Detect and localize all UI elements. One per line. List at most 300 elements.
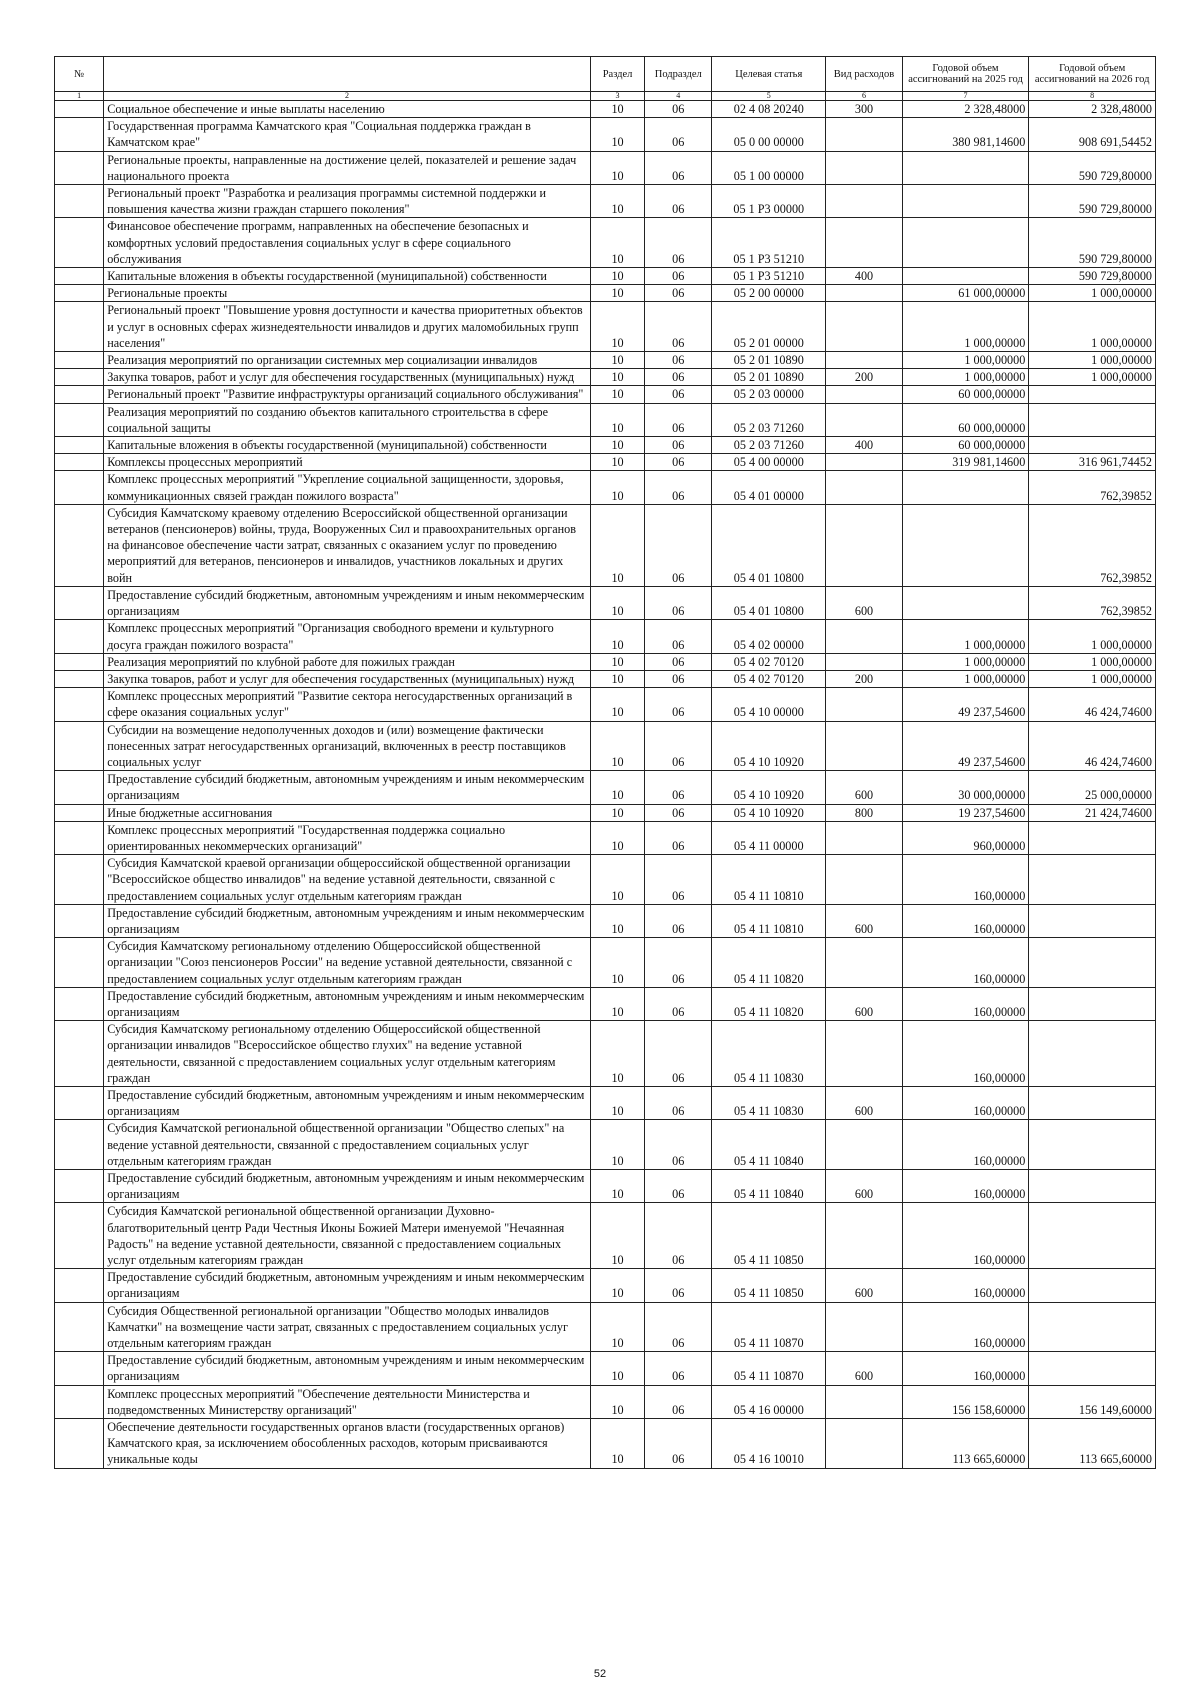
column-number: 4 <box>645 92 712 101</box>
column-number: 5 <box>712 92 826 101</box>
row-number <box>55 1170 104 1203</box>
row-podrazdel: 06 <box>645 118 712 151</box>
row-number <box>55 821 104 854</box>
row-name: Субсидия Общественной региональной организации "Общество молодых инвалидов Камчатки" на возмещение части затрат, связанных с предоставлением социальных услуг отдельным категориям граждан <box>104 1302 591 1352</box>
row-celevaya: 05 4 11 10830 <box>712 1086 826 1119</box>
row-y2026: 25 000,00000 <box>1029 771 1156 804</box>
table-row <box>55 285 1156 302</box>
row-celevaya: 05 4 11 00000 <box>712 821 826 854</box>
table-row <box>55 218 1156 268</box>
table-header <box>55 57 1156 101</box>
row-podrazdel: 06 <box>645 403 712 436</box>
row-razdel: 10 <box>590 454 644 471</box>
row-vid <box>826 1203 902 1269</box>
row-razdel: 10 <box>590 804 644 821</box>
row-podrazdel: 06 <box>645 285 712 302</box>
row-celevaya: 05 4 10 10920 <box>712 771 826 804</box>
row-celevaya: 05 4 16 10010 <box>712 1419 826 1469</box>
row-podrazdel: 06 <box>645 101 712 118</box>
row-y2026: 21 424,74600 <box>1029 804 1156 821</box>
row-y2025 <box>902 471 1029 504</box>
row-y2026: 113 665,60000 <box>1029 1419 1156 1469</box>
row-y2026 <box>1029 1086 1156 1119</box>
row-celevaya: 05 4 02 00000 <box>712 620 826 653</box>
row-razdel: 10 <box>590 1269 644 1302</box>
row-number <box>55 101 104 118</box>
row-number <box>55 218 104 268</box>
table-row <box>55 1120 1156 1170</box>
row-podrazdel: 06 <box>645 987 712 1020</box>
row-number <box>55 670 104 687</box>
row-y2025: 1 000,00000 <box>902 670 1029 687</box>
row-name: Иные бюджетные ассигнования <box>104 804 591 821</box>
table-row <box>55 386 1156 403</box>
row-y2026: 590 729,80000 <box>1029 185 1156 218</box>
row-razdel: 10 <box>590 403 644 436</box>
row-razdel: 10 <box>590 1419 644 1469</box>
row-razdel: 10 <box>590 369 644 386</box>
row-name: Субсидия Камчатскому региональному отделению Общероссийской общественной организации "Союз пенсионеров России" на ведение уставной деятельности, связанной с предоставлением социальных услуг отдельным категориям граждан <box>104 938 591 988</box>
row-y2026: 590 729,80000 <box>1029 218 1156 268</box>
row-podrazdel: 06 <box>645 804 712 821</box>
row-vid <box>826 403 902 436</box>
row-vid <box>826 471 902 504</box>
row-vid <box>826 386 902 403</box>
row-vid <box>826 1021 902 1087</box>
row-y2025: 160,00000 <box>902 1021 1029 1087</box>
row-razdel: 10 <box>590 151 644 184</box>
row-celevaya: 05 4 00 00000 <box>712 454 826 471</box>
row-celevaya: 05 4 11 10840 <box>712 1120 826 1170</box>
row-celevaya: 05 4 11 10840 <box>712 1170 826 1203</box>
row-vid <box>826 454 902 471</box>
row-y2025: 319 981,14600 <box>902 454 1029 471</box>
row-celevaya: 05 4 11 10870 <box>712 1352 826 1385</box>
row-name: Комплекс процессных мероприятий "Организация свободного времени и культурного досуга граждан пожилого возраста" <box>104 620 591 653</box>
row-vid <box>826 1419 902 1469</box>
row-number <box>55 268 104 285</box>
row-celevaya: 05 4 01 00000 <box>712 471 826 504</box>
row-y2025: 960,00000 <box>902 821 1029 854</box>
row-razdel: 10 <box>590 938 644 988</box>
row-name: Региональный проект "Развитие инфраструктуры организаций социального обслуживания" <box>104 386 591 403</box>
row-vid: 600 <box>826 904 902 937</box>
row-celevaya: 05 4 10 00000 <box>712 688 826 721</box>
column-number: 8 <box>1029 92 1156 101</box>
row-y2025: 1 000,00000 <box>902 352 1029 369</box>
row-number <box>55 1021 104 1087</box>
row-name: Государственная программа Камчатского края "Социальная поддержка граждан в Камчатском крае" <box>104 118 591 151</box>
row-razdel: 10 <box>590 1120 644 1170</box>
row-podrazdel: 06 <box>645 855 712 905</box>
row-number <box>55 1203 104 1269</box>
row-razdel: 10 <box>590 218 644 268</box>
row-number <box>55 620 104 653</box>
row-y2025: 160,00000 <box>902 1120 1029 1170</box>
row-y2025: 1 000,00000 <box>902 620 1029 653</box>
row-vid <box>826 185 902 218</box>
row-name: Региональный проект "Повышение уровня доступности и качества приоритетных объектов и услуг в основных сферах жизнедеятельности инвалидов и других маломобильных групп населения" <box>104 302 591 352</box>
row-y2026: 908 691,54452 <box>1029 118 1156 151</box>
row-celevaya: 05 2 01 00000 <box>712 302 826 352</box>
row-name: Реализация мероприятий по клубной работе для пожилых граждан <box>104 653 591 670</box>
row-number <box>55 386 104 403</box>
row-y2025: 160,00000 <box>902 1170 1029 1203</box>
budget-table <box>54 56 1156 1469</box>
row-name: Социальное обеспечение и иные выплаты населению <box>104 101 591 118</box>
row-y2025: 2 328,48000 <box>902 101 1029 118</box>
row-y2026 <box>1029 403 1156 436</box>
row-vid: 600 <box>826 1269 902 1302</box>
row-name: Предоставление субсидий бюджетным, автономным учреждениям и иным некоммерческим организациям <box>104 987 591 1020</box>
table-row <box>55 504 1156 586</box>
table-row <box>55 352 1156 369</box>
row-y2025: 160,00000 <box>902 904 1029 937</box>
row-celevaya: 05 0 00 00000 <box>712 118 826 151</box>
header-num: № <box>55 57 104 92</box>
row-razdel: 10 <box>590 821 644 854</box>
row-y2025: 160,00000 <box>902 987 1029 1020</box>
row-y2026: 1 000,00000 <box>1029 620 1156 653</box>
row-y2025: 19 237,54600 <box>902 804 1029 821</box>
row-podrazdel: 06 <box>645 454 712 471</box>
row-razdel: 10 <box>590 437 644 454</box>
row-name: Предоставление субсидий бюджетным, автономным учреждениям и иным некоммерческим организациям <box>104 1170 591 1203</box>
table-row <box>55 1269 1156 1302</box>
table-row <box>55 369 1156 386</box>
row-number <box>55 688 104 721</box>
column-number: 1 <box>55 92 104 101</box>
row-razdel: 10 <box>590 1170 644 1203</box>
table-row <box>55 987 1156 1020</box>
row-y2025: 160,00000 <box>902 1203 1029 1269</box>
row-vid: 400 <box>826 268 902 285</box>
row-y2026 <box>1029 938 1156 988</box>
table-row <box>55 471 1156 504</box>
row-name: Комплекс процессных мероприятий "Государственная поддержка социально ориентированных некоммерческих организаций" <box>104 821 591 854</box>
row-number <box>55 721 104 771</box>
table-row <box>55 620 1156 653</box>
row-vid <box>826 688 902 721</box>
row-name: Субсидия Камчатской региональной общественной организации Духовно-благотворительный центр Ради Честныя Иконы Божией Матери именуемой "Нечаянная Радость" на ведение уставной деятельности, связанной с предоставлением социальных услуг отдельным категориям граждан <box>104 1203 591 1269</box>
table-row <box>55 1021 1156 1087</box>
row-celevaya: 05 4 01 10800 <box>712 504 826 586</box>
row-y2026 <box>1029 821 1156 854</box>
table-row <box>55 1302 1156 1352</box>
row-number <box>55 403 104 436</box>
row-name: Комплекс процессных мероприятий "Обеспечение деятельности Министерства и подведомственных Министерству организаций" <box>104 1385 591 1418</box>
row-y2025 <box>902 151 1029 184</box>
row-y2026 <box>1029 987 1156 1020</box>
row-y2026: 1 000,00000 <box>1029 653 1156 670</box>
row-razdel: 10 <box>590 285 644 302</box>
row-vid: 800 <box>826 804 902 821</box>
row-podrazdel: 06 <box>645 586 712 619</box>
row-razdel: 10 <box>590 352 644 369</box>
table-row <box>55 1203 1156 1269</box>
row-y2026 <box>1029 1021 1156 1087</box>
row-podrazdel: 06 <box>645 352 712 369</box>
row-razdel: 10 <box>590 904 644 937</box>
row-number <box>55 987 104 1020</box>
row-podrazdel: 06 <box>645 771 712 804</box>
row-name: Финансовое обеспечение программ, направленных на обеспечение безопасных и комфортных условий предоставления социальных услуг в сфере социального обслуживания <box>104 218 591 268</box>
row-razdel: 10 <box>590 471 644 504</box>
row-podrazdel: 06 <box>645 218 712 268</box>
row-y2025: 113 665,60000 <box>902 1419 1029 1469</box>
row-y2026: 1 000,00000 <box>1029 670 1156 687</box>
row-razdel: 10 <box>590 504 644 586</box>
row-name: Комплекс процессных мероприятий "Укрепление социальной защищенности, здоровья, коммуникационных связей граждан пожилого возраста" <box>104 471 591 504</box>
row-number <box>55 1352 104 1385</box>
row-y2025: 160,00000 <box>902 1086 1029 1119</box>
row-podrazdel: 06 <box>645 1419 712 1469</box>
row-celevaya: 05 2 03 00000 <box>712 386 826 403</box>
row-name: Предоставление субсидий бюджетным, автономным учреждениям и иным некоммерческим организациям <box>104 1086 591 1119</box>
row-vid: 600 <box>826 1170 902 1203</box>
row-celevaya: 05 4 10 10920 <box>712 721 826 771</box>
row-number <box>55 454 104 471</box>
table-row <box>55 268 1156 285</box>
row-razdel: 10 <box>590 586 644 619</box>
row-number <box>55 185 104 218</box>
table-row <box>55 302 1156 352</box>
row-podrazdel: 06 <box>645 302 712 352</box>
row-podrazdel: 06 <box>645 268 712 285</box>
row-name: Закупка товаров, работ и услуг для обеспечения государственных (муниципальных) нужд <box>104 670 591 687</box>
row-celevaya: 05 2 03 71260 <box>712 437 826 454</box>
row-podrazdel: 06 <box>645 1385 712 1418</box>
row-razdel: 10 <box>590 855 644 905</box>
table-row <box>55 670 1156 687</box>
row-y2025: 61 000,00000 <box>902 285 1029 302</box>
row-name: Субсидия Камчатской краевой организации общероссийской общественной организации "Всероссийское общество инвалидов" на ведение уставной деятельности, связанной с предоставлением социальных услуг отдельным категориям граждан <box>104 855 591 905</box>
row-y2026 <box>1029 1352 1156 1385</box>
row-number <box>55 653 104 670</box>
row-celevaya: 05 2 00 00000 <box>712 285 826 302</box>
row-podrazdel: 06 <box>645 670 712 687</box>
row-number <box>55 285 104 302</box>
row-y2026 <box>1029 855 1156 905</box>
row-vid <box>826 721 902 771</box>
row-podrazdel: 06 <box>645 1352 712 1385</box>
row-name: Капитальные вложения в объекты государственной (муниципальной) собственности <box>104 437 591 454</box>
row-y2025: 60 000,00000 <box>902 386 1029 403</box>
row-number <box>55 855 104 905</box>
row-name: Капитальные вложения в объекты государственной (муниципальной) собственности <box>104 268 591 285</box>
row-y2026: 1 000,00000 <box>1029 369 1156 386</box>
row-y2025: 160,00000 <box>902 1352 1029 1385</box>
row-vid: 400 <box>826 437 902 454</box>
row-number <box>55 352 104 369</box>
row-celevaya: 02 4 08 20240 <box>712 101 826 118</box>
row-number <box>55 1302 104 1352</box>
row-number <box>55 1120 104 1170</box>
row-celevaya: 05 1 P3 51210 <box>712 218 826 268</box>
row-name: Субсидия Камчатской региональной общественной организации "Общество слепых" на ведение уставной деятельности, связанной с предоставлением социальных услуг отдельным категориям граждан <box>104 1120 591 1170</box>
row-razdel: 10 <box>590 1352 644 1385</box>
row-number <box>55 302 104 352</box>
row-number <box>55 118 104 151</box>
row-vid <box>826 285 902 302</box>
row-number <box>55 804 104 821</box>
row-name: Субсидия Камчатскому региональному отделению Общероссийской общественной организации инвалидов "Всероссийское общество глухих" на ведение уставной деятельности, связанной с предоставлением социальных услуг отдельным категориям граждан <box>104 1021 591 1087</box>
row-celevaya: 05 1 00 00000 <box>712 151 826 184</box>
row-name: Региональные проекты <box>104 285 591 302</box>
row-razdel: 10 <box>590 987 644 1020</box>
row-name: Обеспечение деятельности государственных органов власти (государственных органов) Камчатского края, за исключением обособленных расходов, которым присваиваются уникальные коды <box>104 1419 591 1469</box>
row-vid: 200 <box>826 369 902 386</box>
row-y2025: 160,00000 <box>902 1302 1029 1352</box>
table-row <box>55 938 1156 988</box>
table-row <box>55 1170 1156 1203</box>
row-celevaya: 05 4 11 10870 <box>712 1302 826 1352</box>
row-podrazdel: 06 <box>645 721 712 771</box>
row-celevaya: 05 4 02 70120 <box>712 653 826 670</box>
row-podrazdel: 06 <box>645 1170 712 1203</box>
row-razdel: 10 <box>590 771 644 804</box>
table-row <box>55 454 1156 471</box>
row-podrazdel: 06 <box>645 1269 712 1302</box>
row-razdel: 10 <box>590 620 644 653</box>
header-name <box>104 57 591 92</box>
table-row <box>55 804 1156 821</box>
row-name: Предоставление субсидий бюджетным, автономным учреждениям и иным некоммерческим организациям <box>104 771 591 804</box>
row-y2026: 2 328,48000 <box>1029 101 1156 118</box>
row-y2026: 46 424,74600 <box>1029 721 1156 771</box>
header-y2025: Годовой объем ассигнований на 2025 год <box>902 57 1029 92</box>
row-number <box>55 904 104 937</box>
row-y2026: 762,39852 <box>1029 504 1156 586</box>
row-y2025: 60 000,00000 <box>902 437 1029 454</box>
row-razdel: 10 <box>590 688 644 721</box>
row-podrazdel: 06 <box>645 1021 712 1087</box>
row-razdel: 10 <box>590 653 644 670</box>
row-celevaya: 05 4 11 10810 <box>712 904 826 937</box>
row-vid <box>826 118 902 151</box>
row-y2025: 49 237,54600 <box>902 721 1029 771</box>
row-number <box>55 1419 104 1469</box>
row-name: Региональный проект "Разработка и реализация программы системной поддержки и повышения качества жизни граждан старшего поколения" <box>104 185 591 218</box>
table-row <box>55 855 1156 905</box>
table-row <box>55 403 1156 436</box>
row-y2025: 380 981,14600 <box>902 118 1029 151</box>
row-y2025 <box>902 218 1029 268</box>
row-razdel: 10 <box>590 1302 644 1352</box>
row-y2025: 30 000,00000 <box>902 771 1029 804</box>
row-name: Предоставление субсидий бюджетным, автономным учреждениям и иным некоммерческим организациям <box>104 904 591 937</box>
table-row <box>55 185 1156 218</box>
row-vid <box>826 1120 902 1170</box>
row-vid: 600 <box>826 586 902 619</box>
row-vid <box>826 302 902 352</box>
header-vid: Вид расходов <box>826 57 902 92</box>
row-vid <box>826 352 902 369</box>
row-number <box>55 471 104 504</box>
row-y2026 <box>1029 386 1156 403</box>
page-number: 52 <box>593 1668 607 1680</box>
header-podrazdel: Подраздел <box>645 57 712 92</box>
table-row <box>55 437 1156 454</box>
row-y2026 <box>1029 1120 1156 1170</box>
table-body <box>55 101 1156 1469</box>
row-number <box>55 1086 104 1119</box>
row-y2025: 49 237,54600 <box>902 688 1029 721</box>
header-celevaya: Целевая статья <box>712 57 826 92</box>
row-y2026: 316 961,74452 <box>1029 454 1156 471</box>
row-y2026 <box>1029 1302 1156 1352</box>
row-y2026 <box>1029 1269 1156 1302</box>
row-y2025: 160,00000 <box>902 1269 1029 1302</box>
row-number <box>55 504 104 586</box>
row-podrazdel: 06 <box>645 185 712 218</box>
row-y2025 <box>902 185 1029 218</box>
column-number: 7 <box>902 92 1029 101</box>
row-name: Реализация мероприятий по организации системных мер социализации инвалидов <box>104 352 591 369</box>
row-podrazdel: 06 <box>645 688 712 721</box>
row-y2025: 156 158,60000 <box>902 1385 1029 1418</box>
column-number: 3 <box>590 92 644 101</box>
row-celevaya: 05 4 11 10850 <box>712 1269 826 1302</box>
row-name: Субсидия Камчатскому краевому отделению Всероссийской общественной организации ветеранов (пенсионеров) войны, труда, Вооруженных Сил и правоохранительных органов на финансовое обеспечение части затрат, связанных с оказанием услуг по проведению мероприятий для ветеранов, пенсионеров и инвалидов, участников локальных и других войн <box>104 504 591 586</box>
column-number: 2 <box>104 92 591 101</box>
row-celevaya: 05 4 11 10850 <box>712 1203 826 1269</box>
row-y2025 <box>902 268 1029 285</box>
table-row <box>55 771 1156 804</box>
row-y2026 <box>1029 1203 1156 1269</box>
row-celevaya: 05 1 P3 51210 <box>712 268 826 285</box>
row-y2026: 156 149,60000 <box>1029 1385 1156 1418</box>
row-y2025: 160,00000 <box>902 855 1029 905</box>
row-y2025: 1 000,00000 <box>902 369 1029 386</box>
row-celevaya: 05 4 02 70120 <box>712 670 826 687</box>
row-razdel: 10 <box>590 721 644 771</box>
header-y2026: Годовой объем ассигнований на 2026 год <box>1029 57 1156 92</box>
row-celevaya: 05 4 11 10820 <box>712 987 826 1020</box>
row-podrazdel: 06 <box>645 369 712 386</box>
row-vid <box>826 1302 902 1352</box>
column-number: 6 <box>826 92 902 101</box>
row-vid: 300 <box>826 101 902 118</box>
row-y2026: 1 000,00000 <box>1029 302 1156 352</box>
row-celevaya: 05 1 P3 00000 <box>712 185 826 218</box>
table-row <box>55 1086 1156 1119</box>
row-vid <box>826 938 902 988</box>
row-number <box>55 938 104 988</box>
row-y2026: 1 000,00000 <box>1029 352 1156 369</box>
row-razdel: 10 <box>590 118 644 151</box>
row-vid <box>826 218 902 268</box>
row-vid: 600 <box>826 1086 902 1119</box>
column-number-row <box>55 92 1156 101</box>
row-vid <box>826 653 902 670</box>
row-vid: 600 <box>826 987 902 1020</box>
row-name: Региональные проекты, направленные на достижение целей, показателей и решение задач национального проекта <box>104 151 591 184</box>
row-name: Комплекс процессных мероприятий "Развитие сектора негосударственных организаций в сфере оказания социальных услуг" <box>104 688 591 721</box>
row-vid <box>826 620 902 653</box>
row-y2025 <box>902 586 1029 619</box>
row-celevaya: 05 4 11 10820 <box>712 938 826 988</box>
row-number <box>55 1385 104 1418</box>
row-razdel: 10 <box>590 1385 644 1418</box>
row-celevaya: 05 4 11 10810 <box>712 855 826 905</box>
table-row <box>55 1419 1156 1469</box>
row-number <box>55 1269 104 1302</box>
row-number <box>55 586 104 619</box>
row-podrazdel: 06 <box>645 437 712 454</box>
table-row <box>55 721 1156 771</box>
row-celevaya: 05 4 01 10800 <box>712 586 826 619</box>
